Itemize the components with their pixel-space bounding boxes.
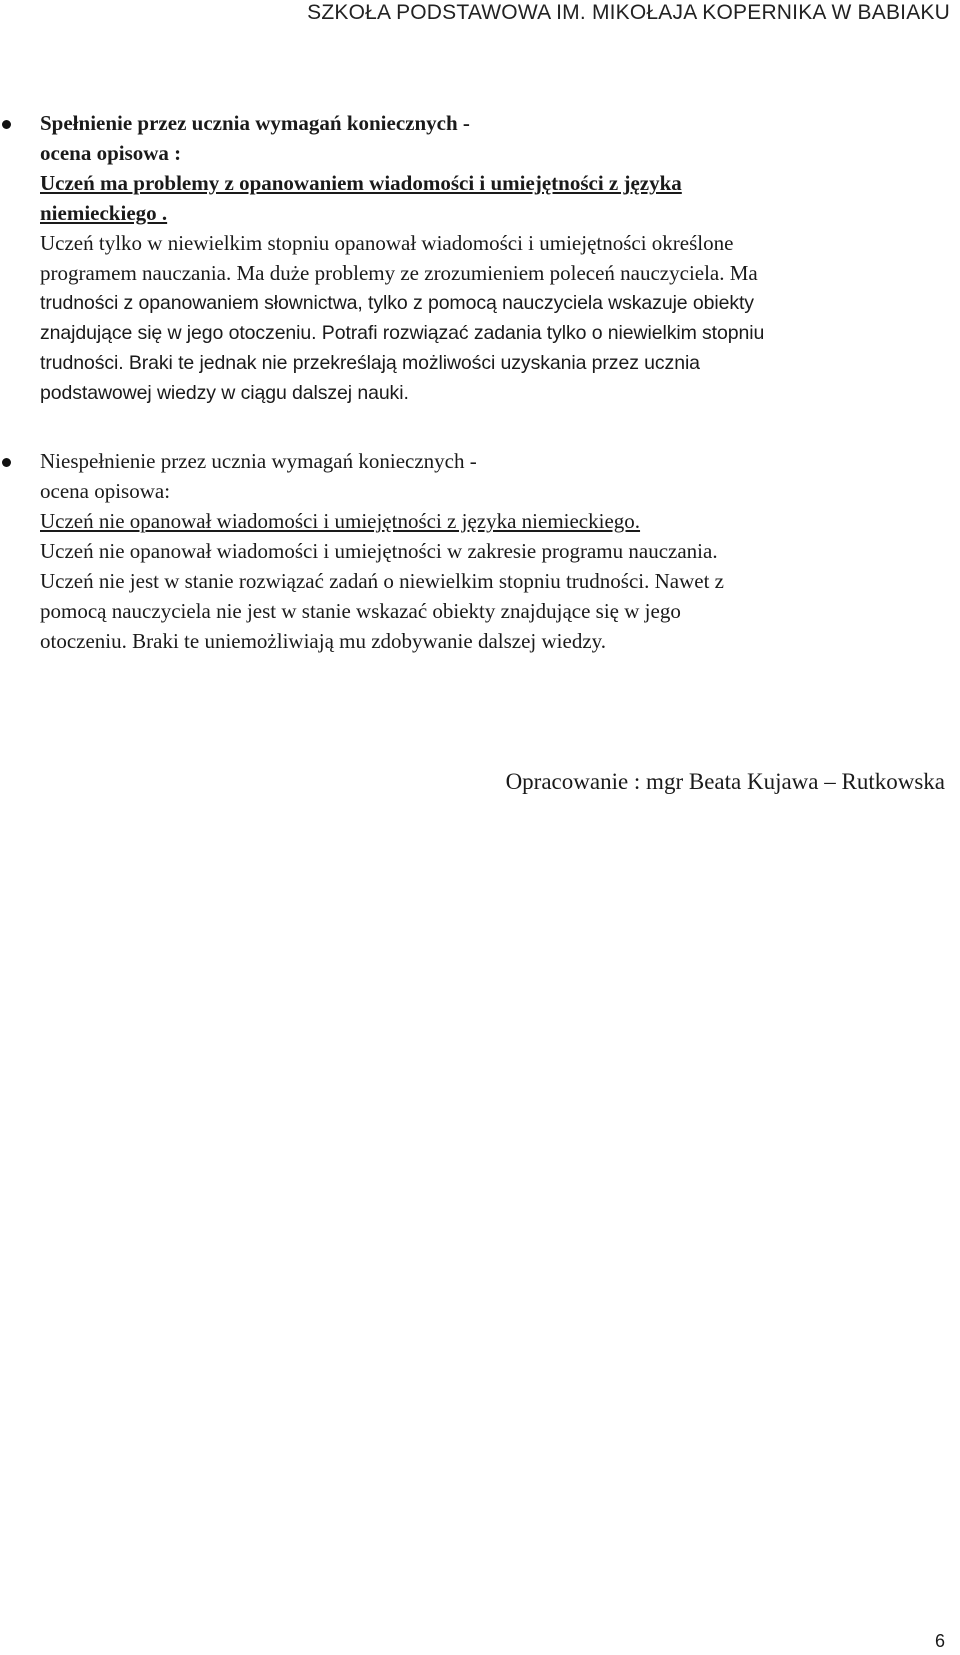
section-heading: Spełnienie przez ucznia wymagań koniecznych - (40, 111, 470, 135)
body-line: Uczeń tylko w niewielkim stopniu opanował wiadomości i umiejętności określone (40, 231, 734, 255)
body-line: trudności. Braki te jednak nie przekreślają możliwości uzyskania przez ucznia (40, 352, 700, 374)
body-line: podstawowej wiedzy w ciągu dalszej nauki. (40, 382, 409, 404)
body-line: Uczeń nie jest w stanie rozwiązać zadań o niewielkim stopniu trudności. Nawet z (40, 569, 725, 593)
section-subheading: ocena opisowa: (40, 479, 171, 503)
page-header: SZKOŁA PODSTAWOWA IM. MIKOŁAJA KOPERNIKA W BABIAKU (307, 1, 950, 24)
body-line: Uczeń nie opanował wiadomości i umiejętności w zakresie programu nauczania. (40, 539, 718, 563)
signature: Opracowanie : mgr Beata Kujawa – Rutkowska (505, 769, 945, 794)
body-line: znajdujące się w jego otoczeniu. Potrafi rozwiązać zadania tylko o niewielkim stopniu (40, 322, 765, 344)
page-number: 6 (934, 1631, 945, 1651)
section-subheading: ocena opisowa : (40, 141, 182, 165)
body-line: trudności z opanowaniem słownictwa, tylko z pomocą nauczyciela wskazuje obiekty (40, 292, 754, 314)
section-summary-line: Uczeń ma problemy z opanowaniem wiadomości i umiejętności z języka (40, 171, 682, 195)
body-line: otoczeniu. Braki te uniemożliwiają mu zdobywanie dalszej wiedzy. (40, 629, 607, 653)
section-heading: Niespełnienie przez ucznia wymagań koniecznych - (40, 449, 477, 473)
bullet-icon (2, 120, 11, 129)
section-summary-line: niemieckiego . (40, 201, 168, 225)
body-line: programem nauczania. Ma duże problemy ze zrozumieniem poleceń nauczyciela. Ma (40, 261, 758, 285)
section-minimum-requirements-met (40, 108, 945, 408)
section-minimum-requirements-not-met (40, 446, 945, 656)
body-line: pomocą nauczyciela nie jest w stanie wskazać obiekty znajdujące się w jego (40, 599, 681, 623)
section-summary-line: Uczeń nie opanował wiadomości i umiejętności z języka niemieckiego. (40, 509, 641, 533)
bullet-icon (2, 458, 11, 467)
